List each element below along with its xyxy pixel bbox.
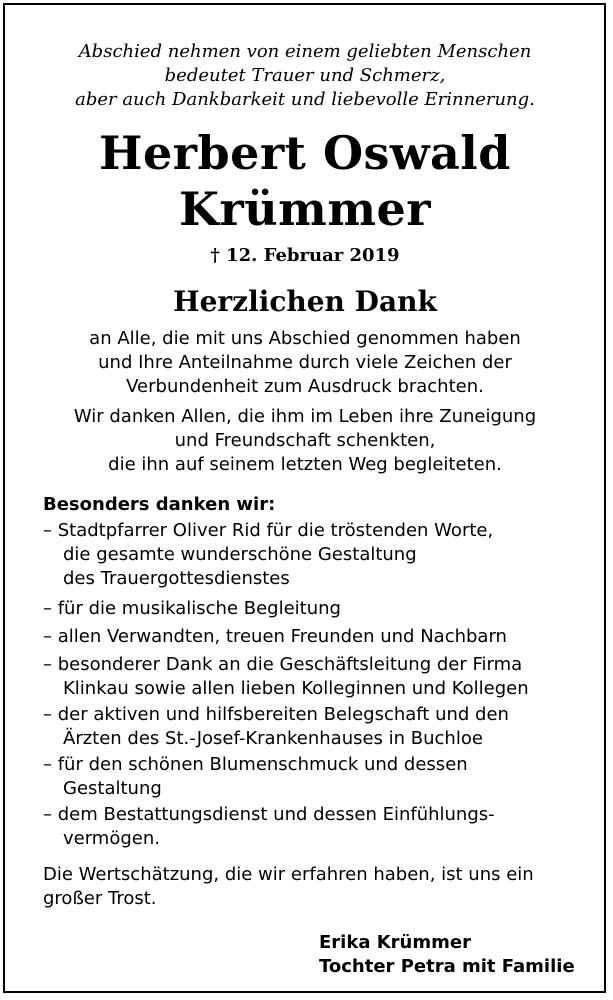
thanks-para1-line: an Alle, die mit uns Abschied genommen haben <box>89 328 521 349</box>
thanks-item-continuation: des Trauergottesdienstes <box>63 568 290 589</box>
thanks-item-continuation: vermögen. <box>63 828 160 849</box>
deceased-surname: Krümmer <box>178 182 431 236</box>
thanks-item: – allen Verwandten, treuen Freunden und Nachbarn <box>43 626 507 647</box>
intro-line-2: bedeutet Trauer und Schmerz, <box>164 65 446 86</box>
thanks-para1-line: Verbundenheit zum Ausdruck brachten. <box>126 376 484 397</box>
thanks-item: – Stadtpfarrer Oliver Rid für die tröstenden Worte, <box>43 520 494 541</box>
deceased-first-names: Herbert Oswald <box>99 126 511 180</box>
thanks-item-continuation: die gesamte wunderschöne Gestaltung <box>63 544 417 565</box>
thanks-para1-line: und Ihre Anteilnahme durch viele Zeichen der <box>98 352 512 373</box>
special-thanks-heading: Besonders danken wir: <box>43 494 276 515</box>
thanks-para2-line: Wir danken Allen, die ihm im Leben ihre Zuneigung <box>73 406 537 427</box>
death-date: † 12. Februar 2019 <box>210 245 400 266</box>
intro-line-3: aber auch Dankbarkeit und liebevolle Erinnerung. <box>75 89 535 110</box>
thanks-item: – der aktiven und hilfsbereiten Belegschaft und den <box>43 704 509 725</box>
thanks-item: – für die musikalische Begleitung <box>43 598 341 619</box>
thanks-para2-line: und Freundschaft schenkten, <box>174 430 436 451</box>
signature-name: Erika Krümmer <box>319 932 471 953</box>
thanks-item: – besonderer Dank an die Geschäftsleitung der Firma <box>43 654 523 675</box>
closing-line: großer Trost. <box>43 888 157 909</box>
obituary-notice <box>3 3 606 993</box>
thanks-item: – dem Bestattungsdienst und dessen Einfühlungs- <box>43 804 495 825</box>
thanks-para2-line: die ihn auf seinem letzten Weg begleiteten. <box>108 454 502 475</box>
signature-family: Tochter Petra mit Familie <box>319 956 575 977</box>
thanks-heading: Herzlichen Dank <box>173 285 437 318</box>
thanks-item-continuation: Gestaltung <box>63 778 162 799</box>
thanks-item-continuation: Klinkau sowie allen lieben Kolleginnen und Kollegen <box>63 678 529 699</box>
closing-line: Die Wertschätzung, die wir erfahren haben, ist uns ein <box>43 864 534 885</box>
thanks-item: – für den schönen Blumenschmuck und dessen <box>43 754 468 775</box>
intro-line-1: Abschied nehmen von einem geliebten Menschen <box>78 41 532 62</box>
thanks-item-continuation: Ärzten des St.-Josef-Krankenhauses in Buchloe <box>63 728 483 749</box>
